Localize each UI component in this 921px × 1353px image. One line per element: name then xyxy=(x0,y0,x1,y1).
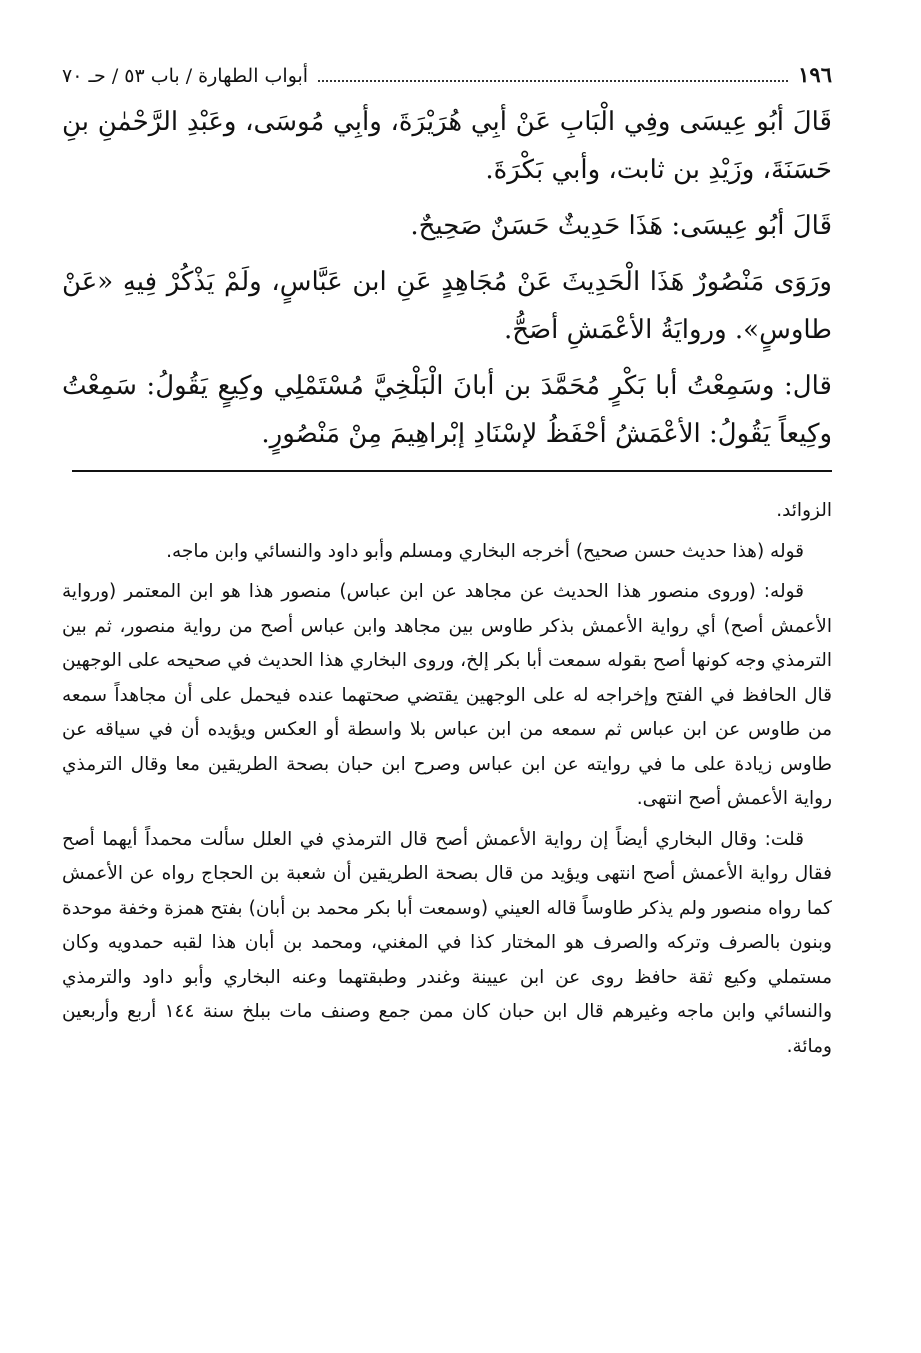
dotted-leader xyxy=(318,66,788,82)
main-paragraph: قال: وسَمِعْتُ أبا بَكْرٍ مُحَمَّدَ بن أبانَ الْبَلْخِيَّ مُسْتَمْلِي وكِيعٍ يَقُولُ: سَمِعْتُ وكِيعاً يَقُولُ: الأعْمَشُ أحْفَظُ لإسْنَادِ إبْراهِيمَ مِنْ مَنْصُورٍ. xyxy=(62,371,832,449)
main-paragraph: ورَوَى مَنْصُورٌ هَذَا الْحَدِيثَ عَنْ مُجَاهِدٍ عَنِ ابن عَبَّاسٍ، ولَمْ يَذْكُرْ فِيهِ «عَنْ طاوسٍ». وروايَةُ الأعْمَشِ أصَحُّ. xyxy=(62,267,832,345)
commentary xyxy=(62,494,832,1064)
main-paragraph: قَالَ أبُو عِيسَى: هَذَا حَدِيثٌ حَسَنٌ صَحِيحٌ. xyxy=(410,211,832,241)
note-paragraph: قوله (هذا حديث حسن صحيح) أخرجه البخاري ومسلم وأبو داود والنسائي وابن ماجه. xyxy=(166,540,804,562)
note-paragraph: قلت: وقال البخاري أيضاً إن رواية الأعمش أصح قال الترمذي في العلل سألت محمداً أيهما أصح فقال رواية الأعمش أصح انتهى ويؤيد من قال بصحة الطريقين أن شعبة بن الحجاج رواه عن الأعمش كما رواه منصور ولم يذكر طاوساً قاله العيني (وسمعت أبا بكر محمد بن أبان) بفتح همزة وخفة موحدة وبنون بالصرف وتركه والصرف هو المختار كذا في المغني، ومحمد بن أبان هذا لقبه حمدويه وكان مستملي وكيع ثقة حافظ روى عن ابن عيينة وغندر وطبقتهما وعنه البخاري وأبو داود والترمذي والنسائي وابن ماجه وغيرهم قال ابن حبان كان ممن جمع وصنف مات ببلخ سنة ١٤٤ أربع وأربعين ومائة. xyxy=(62,828,832,1057)
page-header xyxy=(62,62,832,96)
note-paragraph: قوله: (وروى منصور هذا الحديث عن مجاهد عن ابن عباس) منصور هذا هو ابن المعتمر (ورواية الأعمش أصح) أي رواية الأعمش بذكر طاوس بين مجاهد وابن عباس أصح من رواية منصور، ثم بين الترمذي وجه كونها أصح بقوله سمعت أبا بكر إلخ، وروى البخاري هذا الحديث في صحيحه على الوجهين قال الحافظ في الفتح وإخراجه له على الوجهين يقتضي صحتهما عنده فيحمل على أن مجاهداً سمعه من طاوس عن ابن عباس ثم سمعه من ابن عباس بلا واسطة أو العكس ويؤيده أن في سياقه عن طاوس زيادة على ما في روايته عن ابن عباس وصرح ابن حبان بصحة الطريقين معا وقال الترمذي رواية الأعمش أصح انتهى. xyxy=(62,581,832,809)
main-paragraph: قَالَ أبُو عِيسَى وفِي الْبَابِ عَنْ أبِي هُرَيْرَةَ، وأبِي مُوسَى، وعَبْدِ الرَّحْمٰنِ بنِ حَسَنَةَ، وزَيْدِ بن ثابت، وأبي بَكْرَةَ. xyxy=(62,107,832,185)
page-number: ١٩٦ xyxy=(798,62,832,87)
separator-rule xyxy=(72,470,832,472)
document-page xyxy=(62,62,832,1070)
running-title: أبواب الطهارة / باب ٥٣ / حـ ٧٠ xyxy=(62,65,309,87)
hadith-text xyxy=(62,98,832,458)
note-paragraph: الزوائد. xyxy=(776,500,832,521)
